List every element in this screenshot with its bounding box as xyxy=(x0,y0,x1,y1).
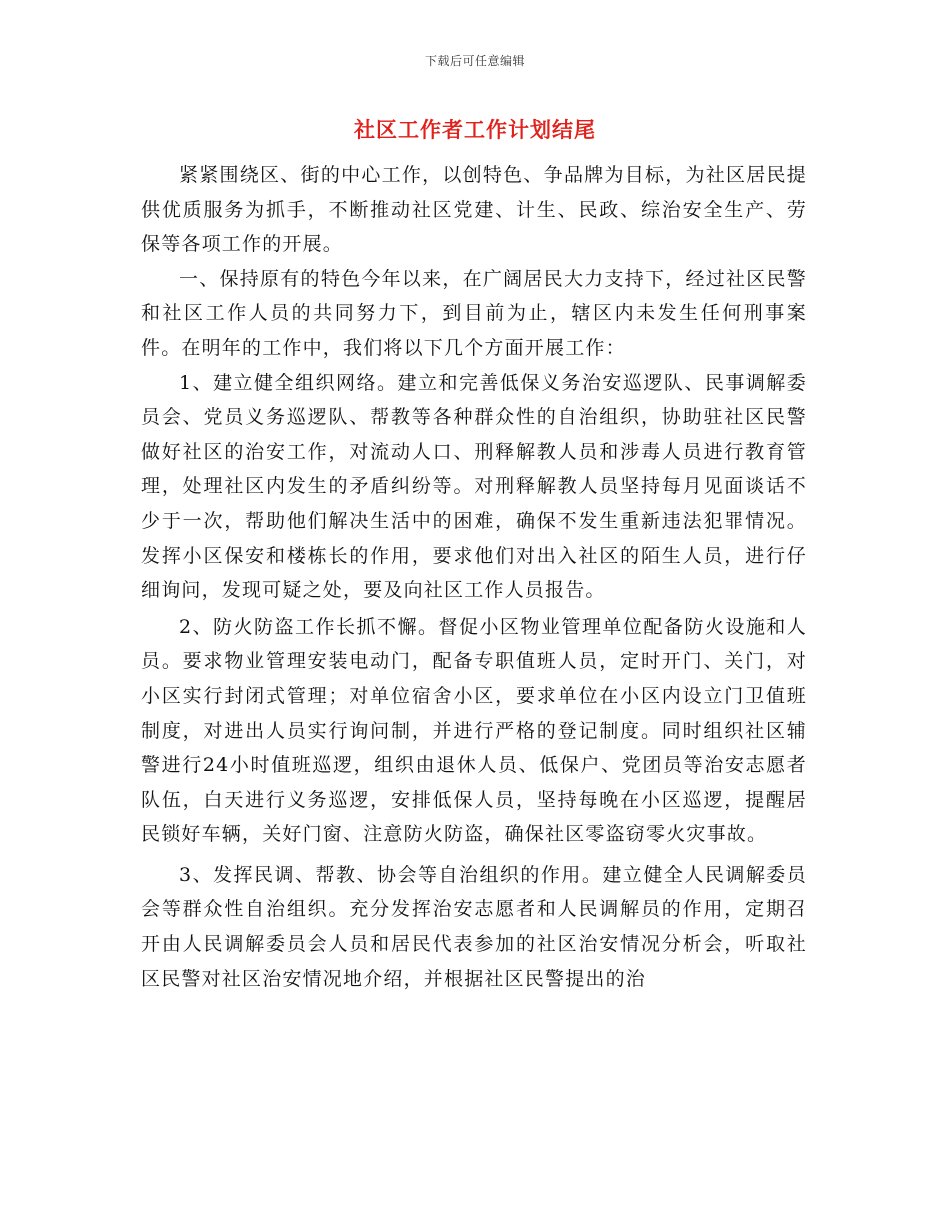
paragraph-section-one: 一、保持原有的特色今年以来，在广阔居民大力支持下，经过社区民警和社区工作人员的共同努力下，到目前为止，辖区内未发生任何刑事案件。在明年的工作中，我们将以下几个方面开展工作： xyxy=(141,267,807,359)
header-note: 下载后可任意编辑 xyxy=(424,54,525,68)
paragraph-intro: 紧紧围绕区、街的中心工作，以创特色、争品牌为目标，为社区居民提供优质服务为抓手，不断推动社区党建、计生、民政、综治安全生产、劳保等各项工作的开展。 xyxy=(141,164,807,256)
paragraph-item-2: 2、防火防盗工作长抓不懈。督促小区物业管理单位配备防火设施和人员。要求物业管理安装电动门，配备专职值班人员，定时开门、关门，对小区实行封闭式管理；对单位宿舍小区，要求单位在小区内设立门卫值班制度，对进出人员实行询问制，并进行严格的登记制度。同时组织社区辅警进行24小时值班巡逻，组织由退休人员、低保户、党团员等治安志愿者队伍，白天进行义务巡逻，安排低保人员，坚持每晚在小区巡逻，提醒居民锁好车辆，关好门窗、注意防火防盗，确保社区零盗窃零火灾事故。 xyxy=(141,615,807,846)
document-title: 社区工作者工作计划结尾 xyxy=(354,117,596,142)
paragraph-item-1: 1、建立健全组织网络。建立和完善低保义务治安巡逻队、民事调解委员会、党员义务巡逻队、帮教等各种群众性的自治组织，协助驻社区民警做好社区的治安工作，对流动人口、刑释解教人员和涉毒人员进行教育管理，处理社区内发生的矛盾纠纷等。对刑释解教人员坚持每月见面谈话不少于一次，帮助他们解决生活中的困难，确保不发生重新违法犯罪情况。发挥小区保安和楼栋长的作用，要求他们对出入社区的陌生人员，进行仔细询问，发现可疑之处，要及向社区工作人员报告。 xyxy=(141,371,807,602)
paragraph-item-3: 3、发挥民调、帮教、协会等自治组织的作用。建立健全人民调解委员会等群众性自治组织。充分发挥治安志愿者和人民调解员的作用，定期召开由人民调解委员会人员和居民代表参加的社区治安情况分析会，听取社区民警对社区治安情况地介绍，并根据社区民警提出的治 xyxy=(141,863,807,990)
document-body xyxy=(141,158,807,996)
